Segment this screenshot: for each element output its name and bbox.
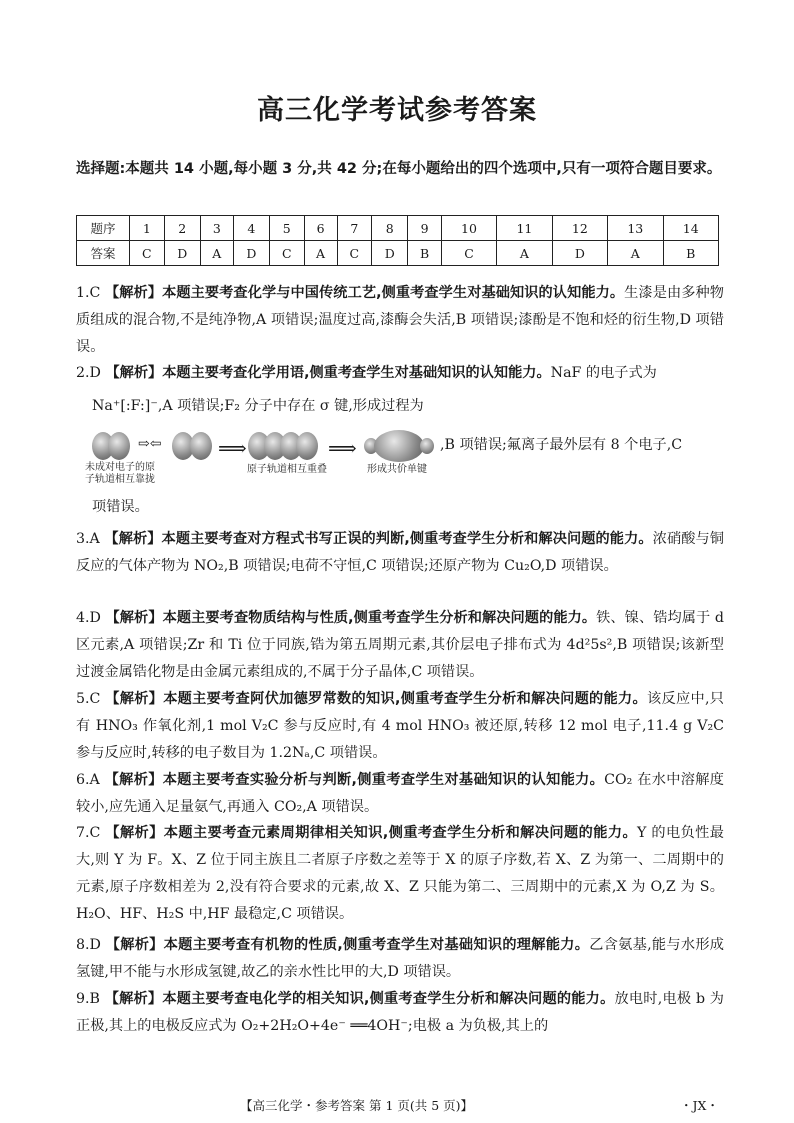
header-cell: 答案 <box>77 241 130 266</box>
arrow-right-icon: ⟹ <box>328 436 357 460</box>
answer-cell: C <box>130 241 165 266</box>
question-number-cell: 4 <box>233 216 269 241</box>
analysis-tag: 【解析】 <box>105 365 163 381</box>
analysis-lead: 本题主要考查有机物的性质,侧重考查学生对基础知识的理解能力。 <box>163 937 590 953</box>
analysis-body: Na⁺[:F:]⁻,A 项错误;F₂ 分子中存在 σ 键,形成过程为 <box>92 398 424 414</box>
question-number-cell: 9 <box>408 216 441 241</box>
header-cell: 题序 <box>77 216 130 241</box>
question-number: 1.C <box>76 285 101 301</box>
question-number-cell: 3 <box>200 216 233 241</box>
analysis-tag: 【解析】 <box>105 285 163 301</box>
orbital-lobe <box>296 432 318 460</box>
arrow-right-icon: ⟹ <box>218 436 247 460</box>
analysis-tag: 【解析】 <box>104 991 163 1007</box>
question-number-cell: 13 <box>608 216 663 241</box>
analysis-tag: 【解析】 <box>105 825 164 841</box>
question-number: 6.A <box>76 772 100 788</box>
question-2-end <box>76 494 724 521</box>
answer-table <box>76 215 719 266</box>
analysis-body: NaF 的电子式为 <box>550 365 657 381</box>
answer-cell: D <box>233 241 269 266</box>
answer-cell: A <box>200 241 233 266</box>
question-number-cell: 1 <box>130 216 165 241</box>
question-number-cell: 5 <box>269 216 304 241</box>
question-number: 8.D <box>76 937 101 953</box>
question-number: 4.D <box>76 610 101 626</box>
analysis-tag: 【解析】 <box>104 772 163 788</box>
question-number-cell: 8 <box>372 216 408 241</box>
orbital-lobe <box>374 430 424 462</box>
question-3 <box>76 526 724 580</box>
page-title: 高三化学考试参考答案 <box>257 95 537 126</box>
section-intro: 选择题:本题共 14 小题,每小题 3 分,共 42 分;在每小题给出的四个选项中,只有一项符合题目要求。 <box>76 161 722 177</box>
question-7 <box>76 820 724 928</box>
arrow-right-icon: ⇨⇦ <box>138 436 162 452</box>
analysis-body: 项错误。 <box>92 499 149 515</box>
question-number-cell: 7 <box>337 216 372 241</box>
analysis-body: ,B 项错误;氟离子最外层有 8 个电子,C <box>440 437 683 453</box>
answer-cell: C <box>441 241 496 266</box>
analysis-tag: 【解析】 <box>105 937 164 953</box>
analysis-lead: 本题主要考查化学用语,侧重考查学生对基础知识的认知能力。 <box>162 365 551 381</box>
answer-cell: D <box>372 241 408 266</box>
orbital-lobe <box>190 432 212 460</box>
analysis-tag: 【解析】 <box>104 531 162 547</box>
analysis-body: CO₂ 在水中溶解度较小,应先通入足量氨气,再通入 CO₂,A 项错误。 <box>76 772 724 815</box>
question-number: 5.C <box>76 691 101 707</box>
analysis-lead: 本题主要考查电化学的相关知识,侧重考查学生分析和解决问题的能力。 <box>162 991 615 1007</box>
analysis-lead: 本题主要考查物质结构与性质,侧重考查学生分析和解决问题的能力。 <box>162 610 597 626</box>
table-row-answers <box>77 241 719 266</box>
analysis-body: 生漆是由多种物质组成的混合物,不是纯净物,A 项错误;温度过高,漆酶会失活,B 项错误;漆酚是不饱和烃的衍生物,D 项错误。 <box>76 285 724 355</box>
analysis-lead: 本题主要考查阿伏加德罗常数的知识,侧重考查学生分析和解决问题的能力。 <box>163 691 648 707</box>
analysis-body: 浓硝酸与铜反应的气体产物为 NO₂,B 项错误;电荷不守恒,C 项错误;还原产物为 Cu₂O,D 项错误。 <box>76 531 724 574</box>
analysis-body: Y 的电负性最大,则 Y 为 F。X、Z 位于同主族且二者原子序数之差等于 X 的原子序数,若 X、Z 为第一、二周期中的元素,原子序数相差为 2,没有符合要求的元素,故 X、Z 只能为第二、三周期中的元素,X 为 O,Z 为 S。H₂O、HF、H₂S 中,HF 最稳定,C 项错误。 <box>76 825 724 922</box>
question-6 <box>76 767 724 821</box>
footer-page-info: 【高三化学・参考答案 第 1 页(共 5 页)】 <box>240 1098 474 1113</box>
answer-cell: A <box>497 241 552 266</box>
analysis-tag: 【解析】 <box>105 610 163 626</box>
answer-cell: D <box>164 241 200 266</box>
answer-cell: C <box>337 241 372 266</box>
footer-code: ・JX・ <box>680 1098 719 1113</box>
figure-caption: 形成共价单键 <box>367 464 427 475</box>
question-number: 9.B <box>76 991 100 1007</box>
question-9 <box>76 986 724 1040</box>
answer-cell: A <box>608 241 663 266</box>
question-4 <box>76 605 724 686</box>
analysis-body: 铁、镍、锆均属于 d 区元素,A 项错误;Zr 和 Ti 位于同族,锆为第五周期元素,其价层电子排布式为 4d²5s²,B 项错误;该新型过渡金属锆化物是由金属元素组成的,不属于分子晶体,C 项错误。 <box>76 610 724 680</box>
figure-caption: 原子轨道相互重叠 <box>247 464 327 475</box>
question-number-cell: 11 <box>497 216 552 241</box>
answer-cell: D <box>552 241 607 266</box>
analysis-lead: 本题主要考查化学与中国传统工艺,侧重考查学生对基础知识的认知能力。 <box>162 285 625 301</box>
question-number-cell: 6 <box>304 216 337 241</box>
analysis-body: 乙含氨基,能与水形成氢键,甲不能与水形成氢键,故乙的亲水性比甲的大,D 项错误。 <box>76 937 724 980</box>
question-5 <box>76 686 724 767</box>
analysis-body: 放电时,电极 b 为正极,其上的电极反应式为 O₂+2H₂O+4e⁻ ══4OH⁻;电极 a 为负极,其上的 <box>76 991 724 1034</box>
orbital-lobe <box>420 438 434 454</box>
question-number-cell: 2 <box>164 216 200 241</box>
analysis-lead: 本题主要考查对方程式书写正误的判断,侧重考查学生分析和解决问题的能力。 <box>161 531 653 547</box>
question-number: 3.A <box>76 531 100 547</box>
analysis-lead: 本题主要考查实验分析与判断,侧重考查学生对基础知识的认知能力。 <box>162 772 605 788</box>
orbital-overlap-figure <box>85 428 728 485</box>
answer-cell: B <box>408 241 441 266</box>
analysis-body: 该反应中,只有 HNO₃ 作氧化剂,1 mol V₂C 参与反应时,有 4 mol HNO₃ 被还原,转移 12 mol 电子,11.4 g V₂C 参与反应时,转移的电子数目为 1.2Nₐ,C 项错误。 <box>76 691 724 761</box>
analysis-lead: 本题主要考查元素周期律相关知识,侧重考查学生分析和解决问题的能力。 <box>163 825 638 841</box>
question-2 <box>76 360 724 420</box>
answer-cell: C <box>269 241 304 266</box>
question-number-cell: 14 <box>663 216 718 241</box>
question-number-cell: 12 <box>552 216 607 241</box>
question-8 <box>76 932 724 986</box>
analysis-tag: 【解析】 <box>105 691 164 707</box>
answer-cell: B <box>663 241 718 266</box>
answer-cell: A <box>304 241 337 266</box>
question-number: 7.C <box>76 825 101 841</box>
question-number-cell: 10 <box>441 216 496 241</box>
question-1 <box>76 280 724 361</box>
table-row-numbers <box>77 216 719 241</box>
figure-caption: 未成对电子的原子轨道相互靠拢 <box>85 462 155 485</box>
orbital-lobe <box>108 432 130 460</box>
question-number: 2.D <box>76 365 101 381</box>
